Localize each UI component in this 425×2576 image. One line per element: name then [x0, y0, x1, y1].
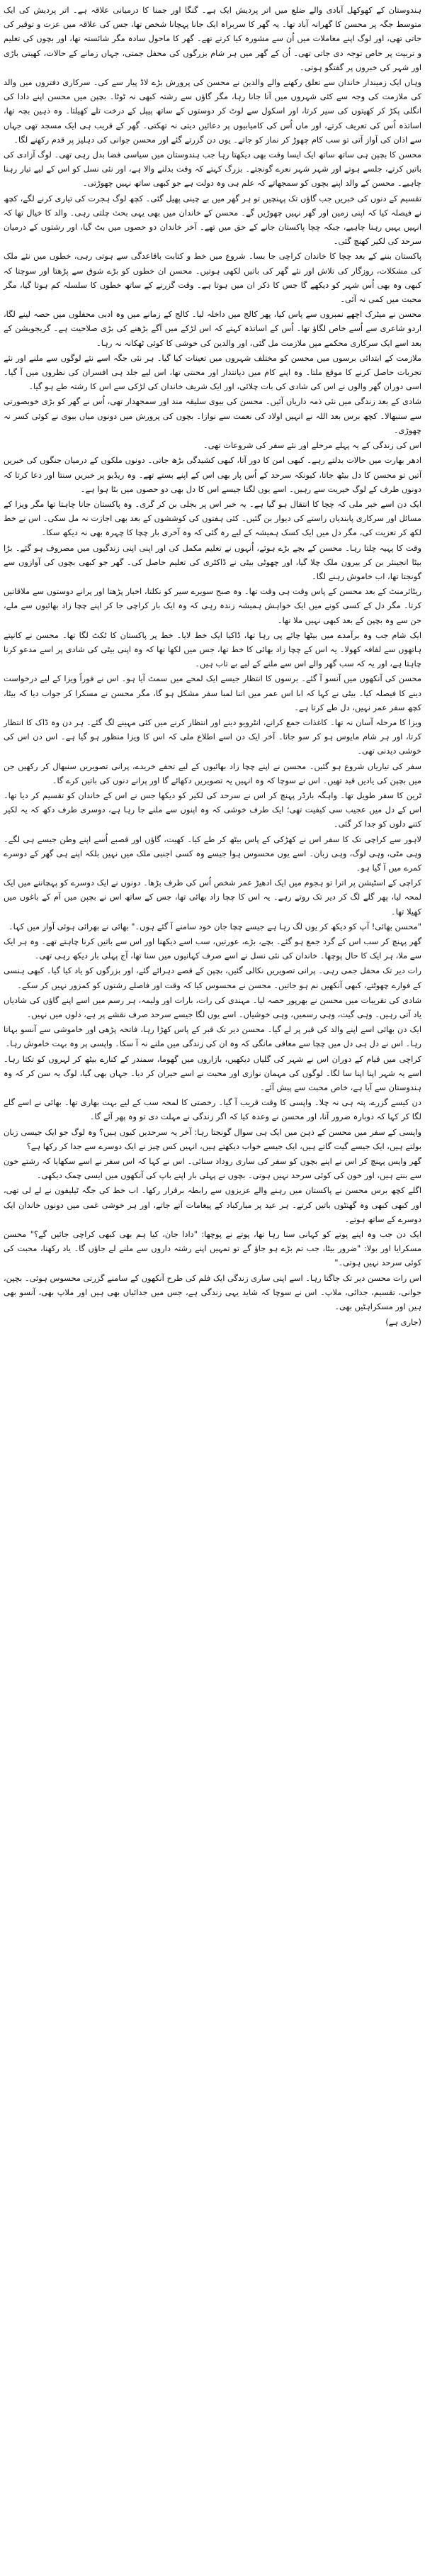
- paragraph: وہاں ایک زمیندار خاندان سے تعلق رکھنے والے والدین نے محسن کی پرورش بڑے لاڈ پیار سے کی۔ سرکاری دفتروں میں والد کی ملازمت کی وجہ سے کئی شہروں میں آنا جانا رہا، مگر گاؤں سے رشتہ کبھی نہ ٹوٹا۔ بچپن میں محسن اپنے دادا کی انگلی پکڑ کر کھیتوں کی سیر کرتا، اور اسکول سے لوٹ کر دوستوں کے ساتھ پیپل کے درخت تلے کھیلتا۔ وہ ذہین بچہ تھا، اساتذہ اُس کی تعریف کرتے، اور ماں اُس کی کامیابیوں پر دعائیں دیتی نہ تھکتی۔ گھر کے قریب ہی ایک مسجد تھی جہاں سے اذان کی آواز آتی تو سب کام چھوڑ کر نماز کو جاتے۔ یوں دن گزرتے گئے اور محسن جوانی کی دہلیز پر قدم رکھنے لگا۔: [4, 77, 421, 145]
- paragraph: شادی کے بعد زندگی میں نئی ذمہ داریاں آئیں۔ محسن کی بیوی سلیقہ مند اور سمجھدار تھی، اُس نے گھر کو بڑی خوبصورتی سے سنبھالا۔ کچھ برس بعد اللہ نے انہیں اولاد کی نعمت سے نوازا۔ بچوں کی پرورش میں دونوں میاں بیوی نے کوئی کسر نہ چھوڑی۔: [4, 396, 421, 435]
- paragraph: رات دیر تک محفل جمی رہی۔ پرانی تصویریں نکالی گئیں، بچپن کے قصے دہرائے گئے، اور بزرگوں کو یاد کیا گیا۔ کبھی ہنسی کے فوارے چھوٹتے، کبھی آنکھیں نم ہو جاتیں۔ محسن نے محسوس کیا کہ وقت اور فاصلے رشتوں کو کمزور نہیں کر سکے۔: [4, 965, 421, 990]
- paragraph: ایک شام جب وہ برآمدے میں بیٹھا چائے پی رہا تھا، ڈاکیا ایک خط لایا۔ خط پر پاکستان کا ٹکٹ لگا تھا۔ محسن نے کانپتے ہاتھوں سے لفافہ کھولا۔ یہ اس کے چچا زاد بھائی کا خط تھا، جس میں لکھا تھا کہ وہ اپنی بیٹی کی شادی پر اسے مدعو کرنا چاہتا ہے، اور یہ کہ سب گھر والے اس سے ملنے کے لیے بے تاب ہیں۔: [4, 629, 421, 669]
- paragraph: کراچی میں قیام کے دوران اس نے شہر کی گلیاں دیکھیں، بازاروں میں گھوما، سمندر کے کنارے بیٹھ کر لہروں کو تکتا رہا۔ اسے یہ شہر اپنا اپنا سا لگا۔ لوگوں کی مہمان نوازی اور محبت نے اسے حیران کر دیا۔ جہاں بھی گیا، لوگ یہ سن کر کہ وہ ہندوستان سے آیا ہے، خاص محبت سے پیش آئے۔: [4, 1053, 421, 1093]
- paragraph: دن کیسے گزرے، پتہ ہی نہ چلا۔ واپسی کا وقت قریب آ گیا۔ رخصتی کا لمحہ سب کے لیے بہت بھاری تھا۔ بھائی نے اسے گلے لگا کر کہا کہ دوبارہ ضرور آنا، اور محسن نے وعدہ کیا کہ اگر زندگی نے مہلت دی تو وہ پھر آئے گا۔: [4, 1097, 421, 1122]
- paragraph: ویزا کا مرحلہ آسان نہ تھا۔ کاغذات جمع کرانے، انٹرویو دینے اور انتظار کرنے میں کئی مہینے لگ گئے۔ ہر دن وہ ڈاک کا انتظار کرتا، اور ہر شام مایوس ہو کر سو جاتا۔ آخر ایک دن اسے اطلاع ملی کہ اس کا ویزا منظور ہو گیا ہے۔ اس دن اس کی خوشی دیدنی تھی۔: [4, 717, 421, 756]
- paragraph: وقت کا پہیہ چلتا رہا۔ محسن کے بچے بڑے ہوئے، اُنہوں نے تعلیم مکمل کی اور اپنی اپنی زندگیوں میں مصروف ہو گئے۔ بڑا بیٹا انجینئر بن کر بیرون ملک چلا گیا، اور چھوٹی بیٹی نے ڈاکٹری کی تعلیم حاصل کی۔ گھر جو کبھی بچوں کی آوازوں سے گونجتا تھا، اب خاموش رہنے لگا۔: [4, 542, 421, 581]
- paragraph: ملازمت کے ابتدائی برسوں میں محسن کو مختلف شہروں میں تعینات کیا گیا۔ ہر نئی جگہ اسے نئے لوگوں سے ملنے اور نئے تجربات حاصل کرنے کا موقع ملتا۔ وہ اپنے کام میں دیانتدار اور محنتی تھا، اس لیے جلد ہی افسران کی نظروں میں آ گیا۔ اسی دوران گھر والوں نے اس کی شادی کی بات چلائی، اور ایک شریف خاندان کی لڑکی سے اس کا رشتہ طے ہو گیا۔: [4, 352, 421, 392]
- paragraph: اس رات محسن دیر تک جاگتا رہا۔ اسے اپنی ساری زندگی ایک فلم کی طرح آنکھوں کے سامنے گزرتی محسوس ہوئی۔ بچپن، جوانی، تقسیم، جدائی، ملاپ۔ اس نے سوچا کہ شاید یہی زندگی ہے، جس میں جدائیاں بھی ہیں اور ملاپ بھی، آنسو بھی ہیں اور مسکراہٹیں بھی۔: [4, 1272, 421, 1312]
- paragraph: واپسی کے سفر میں محسن کے ذہن میں ایک ہی سوال گونجتا رہا: آخر یہ سرحدیں کیوں ہیں؟ وہ لوگ جو ایک جیسی زبان بولتے ہیں، ایک جیسے گیت گاتے ہیں، ایک جیسے خواب دیکھتے ہیں، انہیں کس چیز نے ایک دوسرے سے جدا کر رکھا ہے؟: [4, 1126, 421, 1151]
- paragraph: ادھر بھارت میں حالات بدلتے رہے۔ کبھی امن کا دور آتا، کبھی کشیدگی بڑھ جاتی۔ دونوں ملکوں کے درمیان جنگوں کی خبریں آتیں تو محسن کا دل بیٹھ جاتا، کیونکہ سرحد کے اُس پار بھی اس کے اپنے بستے تھے۔ وہ ریڈیو پر خبریں سنتا اور دعا کرتا کہ دونوں طرف کے لوگ خیریت سے رہیں۔ اسے یوں لگتا جیسے اس کا دل بھی دو حصوں میں بٹا ہوا ہے۔: [4, 455, 421, 494]
- paragraph: ٹرین کا سفر طویل تھا۔ واہگہ بارڈر پہنچ کر اس نے سرحد کی لکیر کو دیکھا جس نے اس کے خاندان کو تقسیم کر دیا تھا۔ اس کے دل میں عجیب سی کیفیت تھی؛ ایک طرف خوشی کہ وہ اپنوں سے ملنے جا رہا ہے، دوسری طرف دکھ کہ یہ لکیر کتنے دلوں کو جدا کر گئی۔: [4, 790, 421, 829]
- paragraph: محسن کا بچپن ہی ساتھ ساتھ ایک ایسا وقت بھی دیکھتا رہا جب ہندوستان میں سیاسی فضا بدل رہی تھی۔ لوگ آزادی کی باتیں کرتے، جلسے ہوتے اور شہر شہر نعرے گونجتے۔ بزرگ کہتے کہ وقت بدلنے والا ہے، اور نئی نسل کو اس کے لیے تیار رہنا چاہیے۔ محسن کے والد اپنے بچوں کو سمجھاتے کہ علم ہی وہ دولت ہے جو کبھی ساتھ نہیں چھوڑتی۔: [4, 150, 421, 189]
- paragraph: پاکستان بننے کے بعد چچا کا خاندان کراچی جا بسا۔ شروع میں خط و کتابت باقاعدگی سے ہوتی رہی، خطوں میں نئے ملک کی مشکلات، روزگار کی تلاش اور نئے گھر کی باتیں لکھی ہوتیں۔ محسن ان خطوں کو بڑے شوق سے پڑھتا اور سوچتا کہ کبھی وہ بھی اُس شہر کو دیکھے گا جس کا ذکر ان میں ہوتا ہے۔ وقت گزرنے کے ساتھ خطوں کا سلسلہ کم ہوتا گیا، مگر محبت میں کمی نہ آئی۔: [4, 251, 421, 305]
- paragraph: گھر پہنچ کر سب اس کے گرد جمع ہو گئے۔ بچے، بڑے، عورتیں، سب اسے دیکھنا اور اس سے باتیں کرنا چاہتے تھے۔ وہ ہر ایک سے ملا، ہر ایک کا حال پوچھا۔ خاندان کی نئی نسل نے اسے صرف کہانیوں میں سنا تھا، آج پہلی بار دیکھ رہی تھی۔: [4, 936, 421, 961]
- paragraph: ایک دن بھائی اسے اپنے والد کی قبر پر لے گیا۔ محسن دیر تک قبر کے پاس کھڑا رہا، فاتحہ پڑھی اور خاموشی سے آنسو بہاتا رہا۔ اس نے دل ہی دل میں چچا سے معافی مانگی کہ وہ ان کی زندگی میں ملنے نہ آ سکا۔ واپسی پر وہ بہت خاموش رہا۔: [4, 1024, 421, 1049]
- paragraph: ایک دن جب وہ اپنے پوتے کو کہانی سنا رہا تھا، پوتے نے پوچھا: "دادا جان، کیا ہم بھی کبھی کراچی جائیں گے؟" محسن مسکرایا اور بولا: "ضرور بیٹا، جب تم بڑے ہو جاؤ گے تو تمہیں اپنے رشتہ داروں سے ملنے لے جاؤں گا۔ یاد رکھنا، محبت کی کوئی سرحد نہیں ہوتی۔": [4, 1229, 421, 1268]
- continued-label: (جاری ہے): [385, 1317, 421, 1328]
- paragraph: لاہور سے کراچی تک کا سفر اس نے کھڑکی کے پاس بیٹھ کر طے کیا۔ کھیت، گاؤں اور قصبے اُسے اپنے وطن جیسے ہی لگے۔ وہی مٹی، وہی لوگ، وہی زبان۔ اسے یوں محسوس ہوا جیسے وہ کسی اجنبی ملک میں نہیں بلکہ اپنے ہی گھر کے دوسرے کمرے میں آ گیا ہو۔: [4, 834, 421, 873]
- paragraph: شادی کی تقریبات میں محسن نے بھرپور حصہ لیا۔ مہندی کی رات، بارات اور ولیمہ، ہر رسم میں اسے اپنے گاؤں کی شادیاں یاد آتی رہیں۔ وہی گیت، وہی رسمیں، وہی خوشیاں۔ اسے یوں لگا جیسے سرحد صرف نقشے پر ہے، دلوں میں نہیں۔: [4, 995, 421, 1020]
- paragraph: ہندوستان کے کھوکھل آبادی والے ضلع میں اتر پردیش ایک ہے۔ گنگا اور جمنا کا درمیانی علاقہ ہے۔ اتر پردیش کی ایک متوسط جگہ پر محسن کا گھرانہ آباد تھا۔ یہ گھر کا سربراہ ایک جانا پہچانا شخص تھا، جس کی علاقہ میں عزت و توقیر کی جاتی تھی، اور لوگ اپنے معاملات میں اُن سے مشورہ کیا کرتے تھے۔ گھر کا ماحول سادہ مگر شائستہ تھا، اور بچوں کی تعلیم و تربیت پر خاص توجہ دی جاتی تھی۔ اُن کے گھر میں ہر شام بزرگوں کی محفل جمتی، جہاں زمانے کے حالات، کھیتی باڑی اور شہر کی خبروں پر گفتگو ہوتی۔: [4, 5, 421, 72]
- paragraph: اس کی زندگی کے یہ پہلے مرحلے اور نئے سفر کی شروعات تھی۔: [203, 440, 421, 451]
- paragraph: "محسن بھائی! آپ کو دیکھ کر یوں لگ رہا ہے جیسے چچا جان خود سامنے آ گئے ہوں۔" بھائی نے بھرائی ہوئی آواز میں کہا۔: [8, 921, 421, 931]
- paragraph: گھر واپس پہنچ کر اس نے اپنے بچوں کو سفر کی ساری روداد سنائی۔ اس نے کہا کہ اس سفر نے اسے سکھایا کہ رشتے خون سے بنتے ہیں، اور خون کی کوئی سرحد نہیں ہوتی۔ بچوں نے پہلی بار اپنے باپ کی آنکھوں میں ایسی چمک دیکھی۔: [4, 1156, 421, 1181]
- paragraph: تقسیم کے دنوں کی خبریں جب گاؤں تک پہنچیں تو ہر گھر میں بے چینی پھیل گئی۔ کچھ لوگ ہجرت کی تیاری کرنے لگے، کچھ نے فیصلہ کیا کہ اپنی زمین اور گھر نہیں چھوڑیں گے۔ محسن کے خاندان میں بھی یہی بحث چلتی رہی۔ والد کا خیال تھا کہ انہیں یہیں رہنا چاہیے، جبکہ چچا پاکستان جانے کے حق میں تھے۔ آخر خاندان دو حصوں میں بٹ گیا، اور رشتوں کے درمیان سرحد کی لکیر کھنچ گئی۔: [4, 193, 421, 247]
- paragraph: کراچی کے اسٹیشن پر اترا تو ہجوم میں ایک ادھیڑ عمر شخص اُس کی طرف بڑھا۔ دونوں نے ایک دوسرے کو پہچاننے میں ایک لمحہ لیا، پھر گلے لگ کر دیر تک روتے رہے۔ یہ اس کا چچا زاد بھائی تھا، جس کے ساتھ اس نے بچپن میں آم کے باغوں میں کھیلا تھا۔: [4, 878, 421, 917]
- paragraph: محسن کی آنکھوں میں آنسو آ گئے۔ برسوں کا انتظار جیسے ایک لمحے میں سمٹ آیا ہو۔ اس نے فوراً ویزا کے لیے درخواست دینے کا فیصلہ کیا۔ بیٹی نے کہا کہ ابا اس عمر میں اتنا لمبا سفر مشکل ہو گا، مگر محسن نے مسکرا کر جواب دیا کہ بیٹا، کچھ سفر عمر نہیں، دل طے کرتا ہے۔: [4, 673, 421, 712]
- paragraph: ایک دن اسے خبر ملی کہ چچا کا انتقال ہو گیا ہے۔ یہ خبر اس پر بجلی بن کر گری۔ وہ پاکستان جانا چاہتا تھا مگر ویزا کے مسائل اور سرکاری پابندیاں راستے کی دیوار بن گئیں۔ کئی ہفتوں کی کوششوں کے بعد بھی اجازت نہ مل سکی۔ اس نے خط لکھ کر تعزیت کی، مگر دل میں ایک کسک ہمیشہ کے لیے رہ گئی کہ وہ آخری بار چچا کا چہرہ بھی نہ دیکھ سکا۔: [4, 498, 421, 538]
- paragraph: ریٹائرمنٹ کے بعد محسن کے پاس وقت ہی وقت تھا۔ وہ صبح سویرے سیر کو نکلتا، اخبار پڑھتا اور پرانے دوستوں سے ملاقاتیں کرتا۔ مگر دل کے کسی کونے میں ایک خواہش ہمیشہ زندہ رہی کہ وہ ایک بار کراچی جا کر اپنے چچا زاد بھائیوں سے ملے، جن سے وہ بچپن کے بعد کبھی نہیں ملا تھا۔: [4, 586, 422, 625]
- paragraph: محسن نے میٹرک اچھے نمبروں سے پاس کیا، پھر کالج میں داخلہ لیا۔ کالج کے زمانے میں وہ ادبی محفلوں میں حصہ لینے لگا، اردو شاعری سے اُسے خاص لگاؤ تھا۔ اُس کے اساتذہ کہتے کہ اس لڑکے میں آگے بڑھنے کی بڑی صلاحیت ہے۔ گریجویشن کے بعد اسے ایک سرکاری محکمے میں ملازمت مل گئی، اور والدین کی خوشی کا کوئی ٹھکانہ نہ رہا۔: [4, 309, 421, 348]
- paragraph: اگلے کچھ برس محسن نے پاکستان میں رہنے والے عزیزوں سے رابطہ برقرار رکھا۔ اب خط کی جگہ ٹیلیفون نے لے لی تھی، اور کبھی کبھی وہ گھنٹوں باتیں کرتے۔ ہر عید پر مبارکباد کے پیغامات آتے جاتے، اور ہر خوشی غمی میں دونوں خاندان ایک دوسرے کے ساتھ ہوتے۔: [4, 1185, 421, 1224]
- paragraph: سفر کی تیاریاں شروع ہو گئیں۔ محسن نے اپنے چچا زاد بھائیوں کے لیے تحفے خریدے، پرانی تصویریں سنبھال کر رکھیں جن میں بچپن کی یادیں قید تھیں۔ اس نے سوچا کہ وہ انہیں یہ تصویریں دکھائے گا اور پرانے دنوں کی باتیں کرے گا۔: [4, 761, 421, 785]
